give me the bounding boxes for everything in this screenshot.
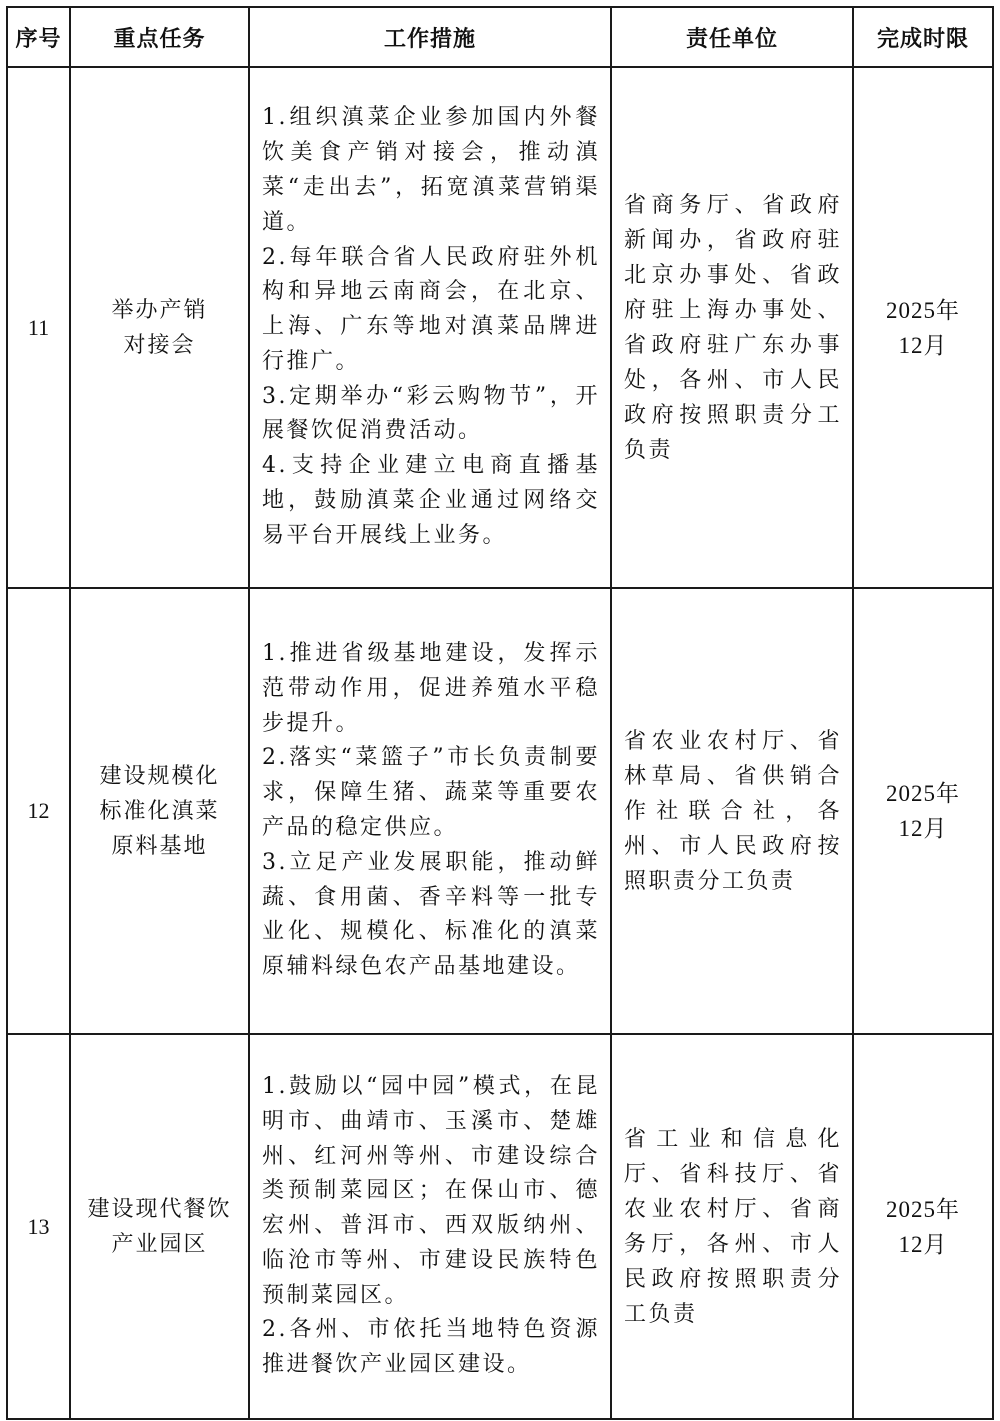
row-task [70, 1034, 249, 1419]
measure-item: 3.立足产业发展职能，推动鲜蔬、食用菌、香辛料等一批专业化、规模化、标准化的滇菜原辅料绿色农产品基地建设。 [262, 849, 600, 980]
task-line: 举办产销 [111, 297, 208, 323]
row-units [611, 67, 853, 588]
row-task [70, 67, 249, 588]
row-deadline [853, 67, 993, 588]
units-text: 省农业农村厅、省林草局、省供销合作社联合社，各州、市人民政府按照职责分工负责 [624, 728, 842, 894]
table-row [7, 1034, 993, 1419]
header-task: 重点任务 [70, 7, 249, 67]
task-line: 原料基地 [111, 833, 208, 859]
deadline-month: 12月 [898, 332, 948, 358]
row-task [70, 588, 249, 1034]
header-seq: 序号 [7, 7, 70, 67]
measure-item: 2.每年联合省人民政府驻外机构和异地云南商会，在北京、上海、广东等地对滇菜品牌进行推广。 [262, 244, 600, 374]
units-text: 省商务厅、省政府新闻办，省政府驻北京办事处、省政府驻上海办事处、省政府驻广东办事处，各州、市人民政府按照职责分工负责 [624, 192, 842, 463]
measure-item: 1.鼓励以“园中园”模式，在昆明市、曲靖市、玉溪市、楚雄州、红河州等州、市建设综合类预制菜园区；在保山市、德宏州、普洱市、西双版纳州、临沧市等州、市建设民族特色预制菜园区。 [262, 1073, 600, 1308]
deadline-year: 2025年 [886, 297, 960, 323]
deadline-month: 12月 [898, 1231, 948, 1257]
measure-item: 4.支持企业建立电商直播基地，鼓励滇菜企业通过网络交易平台开展线上业务。 [262, 453, 600, 548]
table-row [7, 67, 993, 588]
deadline-month: 12月 [898, 816, 948, 841]
table-row [7, 588, 993, 1034]
deadline-year: 2025年 [886, 1196, 960, 1222]
row-deadline [853, 1034, 993, 1419]
key-tasks-table [6, 6, 994, 1420]
task-line: 建设现代餐饮 [87, 1196, 232, 1222]
measure-item: 3.定期举办“彩云购物节”，开展餐饮促消费活动。 [262, 383, 600, 444]
task-line: 标准化滇菜 [99, 798, 220, 824]
row-measures [249, 67, 611, 588]
row-units [611, 1034, 853, 1419]
task-line: 建设规模化 [99, 763, 220, 789]
measure-item: 1.推进省级基地建设，发挥示范带动作用，促进养殖水平稳步提升。 [262, 641, 600, 736]
row-measures [249, 1034, 611, 1419]
row-deadline [853, 588, 993, 1034]
task-line: 对接会 [123, 332, 196, 358]
task-line: 产业园区 [111, 1231, 208, 1257]
measure-item: 2.各州、市依托当地特色资源推进餐饮产业园区建设。 [262, 1317, 600, 1378]
row-seq: 13 [7, 1034, 70, 1419]
row-measures [249, 588, 611, 1034]
row-seq: 12 [7, 588, 70, 1034]
units-text: 省工业和信息化厅、省科技厅、省农业农村厅、省商务厅，各州、市人民政府按照职责分工负责 [624, 1126, 842, 1327]
table-header-row [7, 7, 993, 67]
measure-item: 2.落实“菜篮子”市长负责制要求，保障生猪、蔬菜等重要农产品的稳定供应。 [262, 745, 600, 840]
row-seq: 11 [7, 67, 70, 588]
deadline-year: 2025年 [886, 781, 960, 806]
task-table-page [6, 6, 992, 1418]
header-units: 责任单位 [611, 7, 853, 67]
measure-item: 1.组织滇菜企业参加国内外餐饮美食产销对接会，推动滇菜“走出去”，拓宽滇菜营销渠道。 [262, 105, 600, 235]
header-deadline: 完成时限 [853, 7, 993, 67]
row-units [611, 588, 853, 1034]
header-measures: 工作措施 [249, 7, 611, 67]
